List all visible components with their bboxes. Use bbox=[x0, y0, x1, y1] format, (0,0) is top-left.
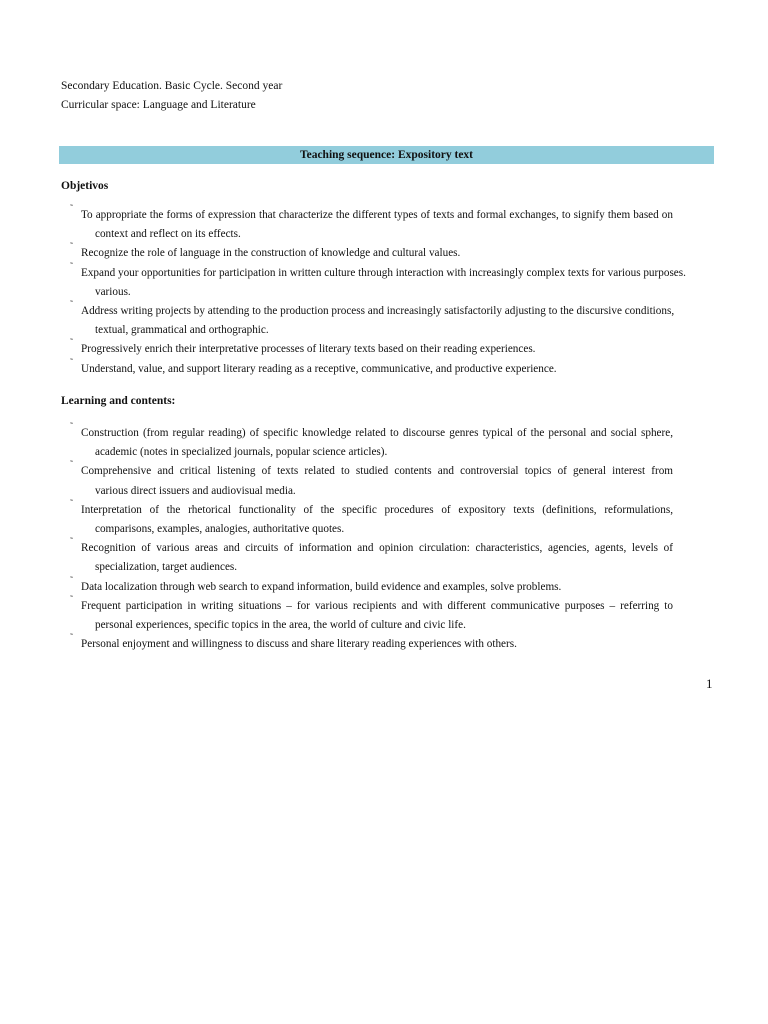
bullet-icon: ˜ bbox=[70, 241, 73, 252]
list-item bbox=[68, 497, 673, 539]
objective-continuation: various. bbox=[95, 285, 131, 298]
content-text: Construction (from regular reading) of specific knowledge related to discourse genres typical of the personal and social sphere, bbox=[81, 427, 673, 439]
document-header bbox=[61, 77, 282, 115]
content-continuation: various direct issuers and audiovisual media. bbox=[95, 484, 296, 497]
bullet-icon: ˜ bbox=[70, 337, 73, 348]
objective-text: Understand, value, and support literary reading as a receptive, communicative, and productive experience. bbox=[81, 362, 557, 375]
bullet-icon: ˜ bbox=[70, 260, 73, 271]
bullet-icon: ˜ bbox=[70, 593, 73, 604]
bullet-icon: ˜ bbox=[70, 356, 73, 367]
list-item bbox=[68, 299, 675, 340]
teaching-sequence-banner: Teaching sequence: Expository text bbox=[59, 146, 714, 164]
objectives-list bbox=[68, 203, 686, 379]
list-item bbox=[68, 593, 673, 635]
bullet-icon: ˜ bbox=[70, 459, 73, 470]
header-curricular-space: Curricular space: Language and Literature bbox=[61, 99, 256, 111]
bullet-icon: ˜ bbox=[70, 421, 73, 431]
list-item bbox=[68, 241, 673, 263]
list-item bbox=[68, 421, 673, 462]
learning-contents-heading: Learning and contents: bbox=[61, 395, 176, 407]
bullet-icon: ˜ bbox=[70, 497, 73, 508]
content-text: Comprehensive and critical listening of texts related to studied contents and controversial topics of general interest from bbox=[81, 465, 673, 478]
list-item bbox=[68, 203, 673, 244]
content-text: Frequent participation in writing situations – for various recipients and with different communicative purposes – referring to bbox=[81, 599, 673, 612]
list-item bbox=[68, 632, 673, 654]
content-continuation: comparisons, examples, analogies, authoritative quotes. bbox=[95, 523, 345, 536]
bullet-icon: ˜ bbox=[70, 632, 73, 643]
bullet-icon: ˜ bbox=[70, 299, 73, 310]
objective-text: Address writing projects by attending to the production process and increasingly satisfactorily adjusting to the discursive conditions, bbox=[81, 305, 675, 318]
objective-text: Recognize the role of language in the construction of knowledge and cultural values. bbox=[81, 247, 461, 260]
bullet-icon: ˜ bbox=[70, 536, 73, 547]
objective-continuation: context and reflect on its effects. bbox=[95, 228, 241, 241]
bullet-icon: ˜ bbox=[70, 574, 73, 585]
objectives-heading: Objetivos bbox=[61, 180, 109, 192]
content-continuation: academic (notes in specialized journals, popular science articles). bbox=[95, 446, 388, 459]
list-item bbox=[68, 356, 673, 379]
objective-continuation: textual, grammatical and orthographic. bbox=[95, 324, 269, 337]
page-number: 1 bbox=[706, 676, 713, 691]
list-item bbox=[68, 574, 673, 597]
objective-text: Progressively enrich their interpretative processes of literary texts based on their reading experiences. bbox=[81, 343, 536, 356]
learning-contents-list bbox=[68, 421, 673, 654]
header-education-level: Secondary Education. Basic Cycle. Second year bbox=[61, 80, 283, 92]
content-text: Personal enjoyment and willingness to discuss and share literary reading experiences with others. bbox=[81, 638, 517, 651]
list-item bbox=[68, 459, 673, 500]
objective-text: To appropriate the forms of expression that characterize the different types of texts and formal exchanges, to signify them based on bbox=[81, 209, 673, 221]
list-item bbox=[68, 536, 673, 577]
content-continuation: specialization, target audiences. bbox=[95, 561, 238, 574]
content-text: Data localization through web search to expand information, build evidence and examples, solve problems. bbox=[81, 580, 562, 593]
content-text: Recognition of various areas and circuits of information and opinion circulation: characteristics, agencies, agents, levels of bbox=[81, 542, 673, 555]
bullet-icon: ˜ bbox=[70, 203, 73, 213]
content-continuation: personal experiences, specific topics in the area, the world of culture and civic life. bbox=[95, 619, 466, 632]
list-item bbox=[68, 337, 673, 359]
content-text: Interpretation of the rhetorical functionality of the specific procedures of expository texts (definitions, reformulations, bbox=[81, 503, 673, 516]
list-item bbox=[68, 260, 686, 302]
objective-text: Expand your opportunities for participation in written culture through interaction with increasingly complex texts for various purposes. bbox=[81, 266, 686, 279]
